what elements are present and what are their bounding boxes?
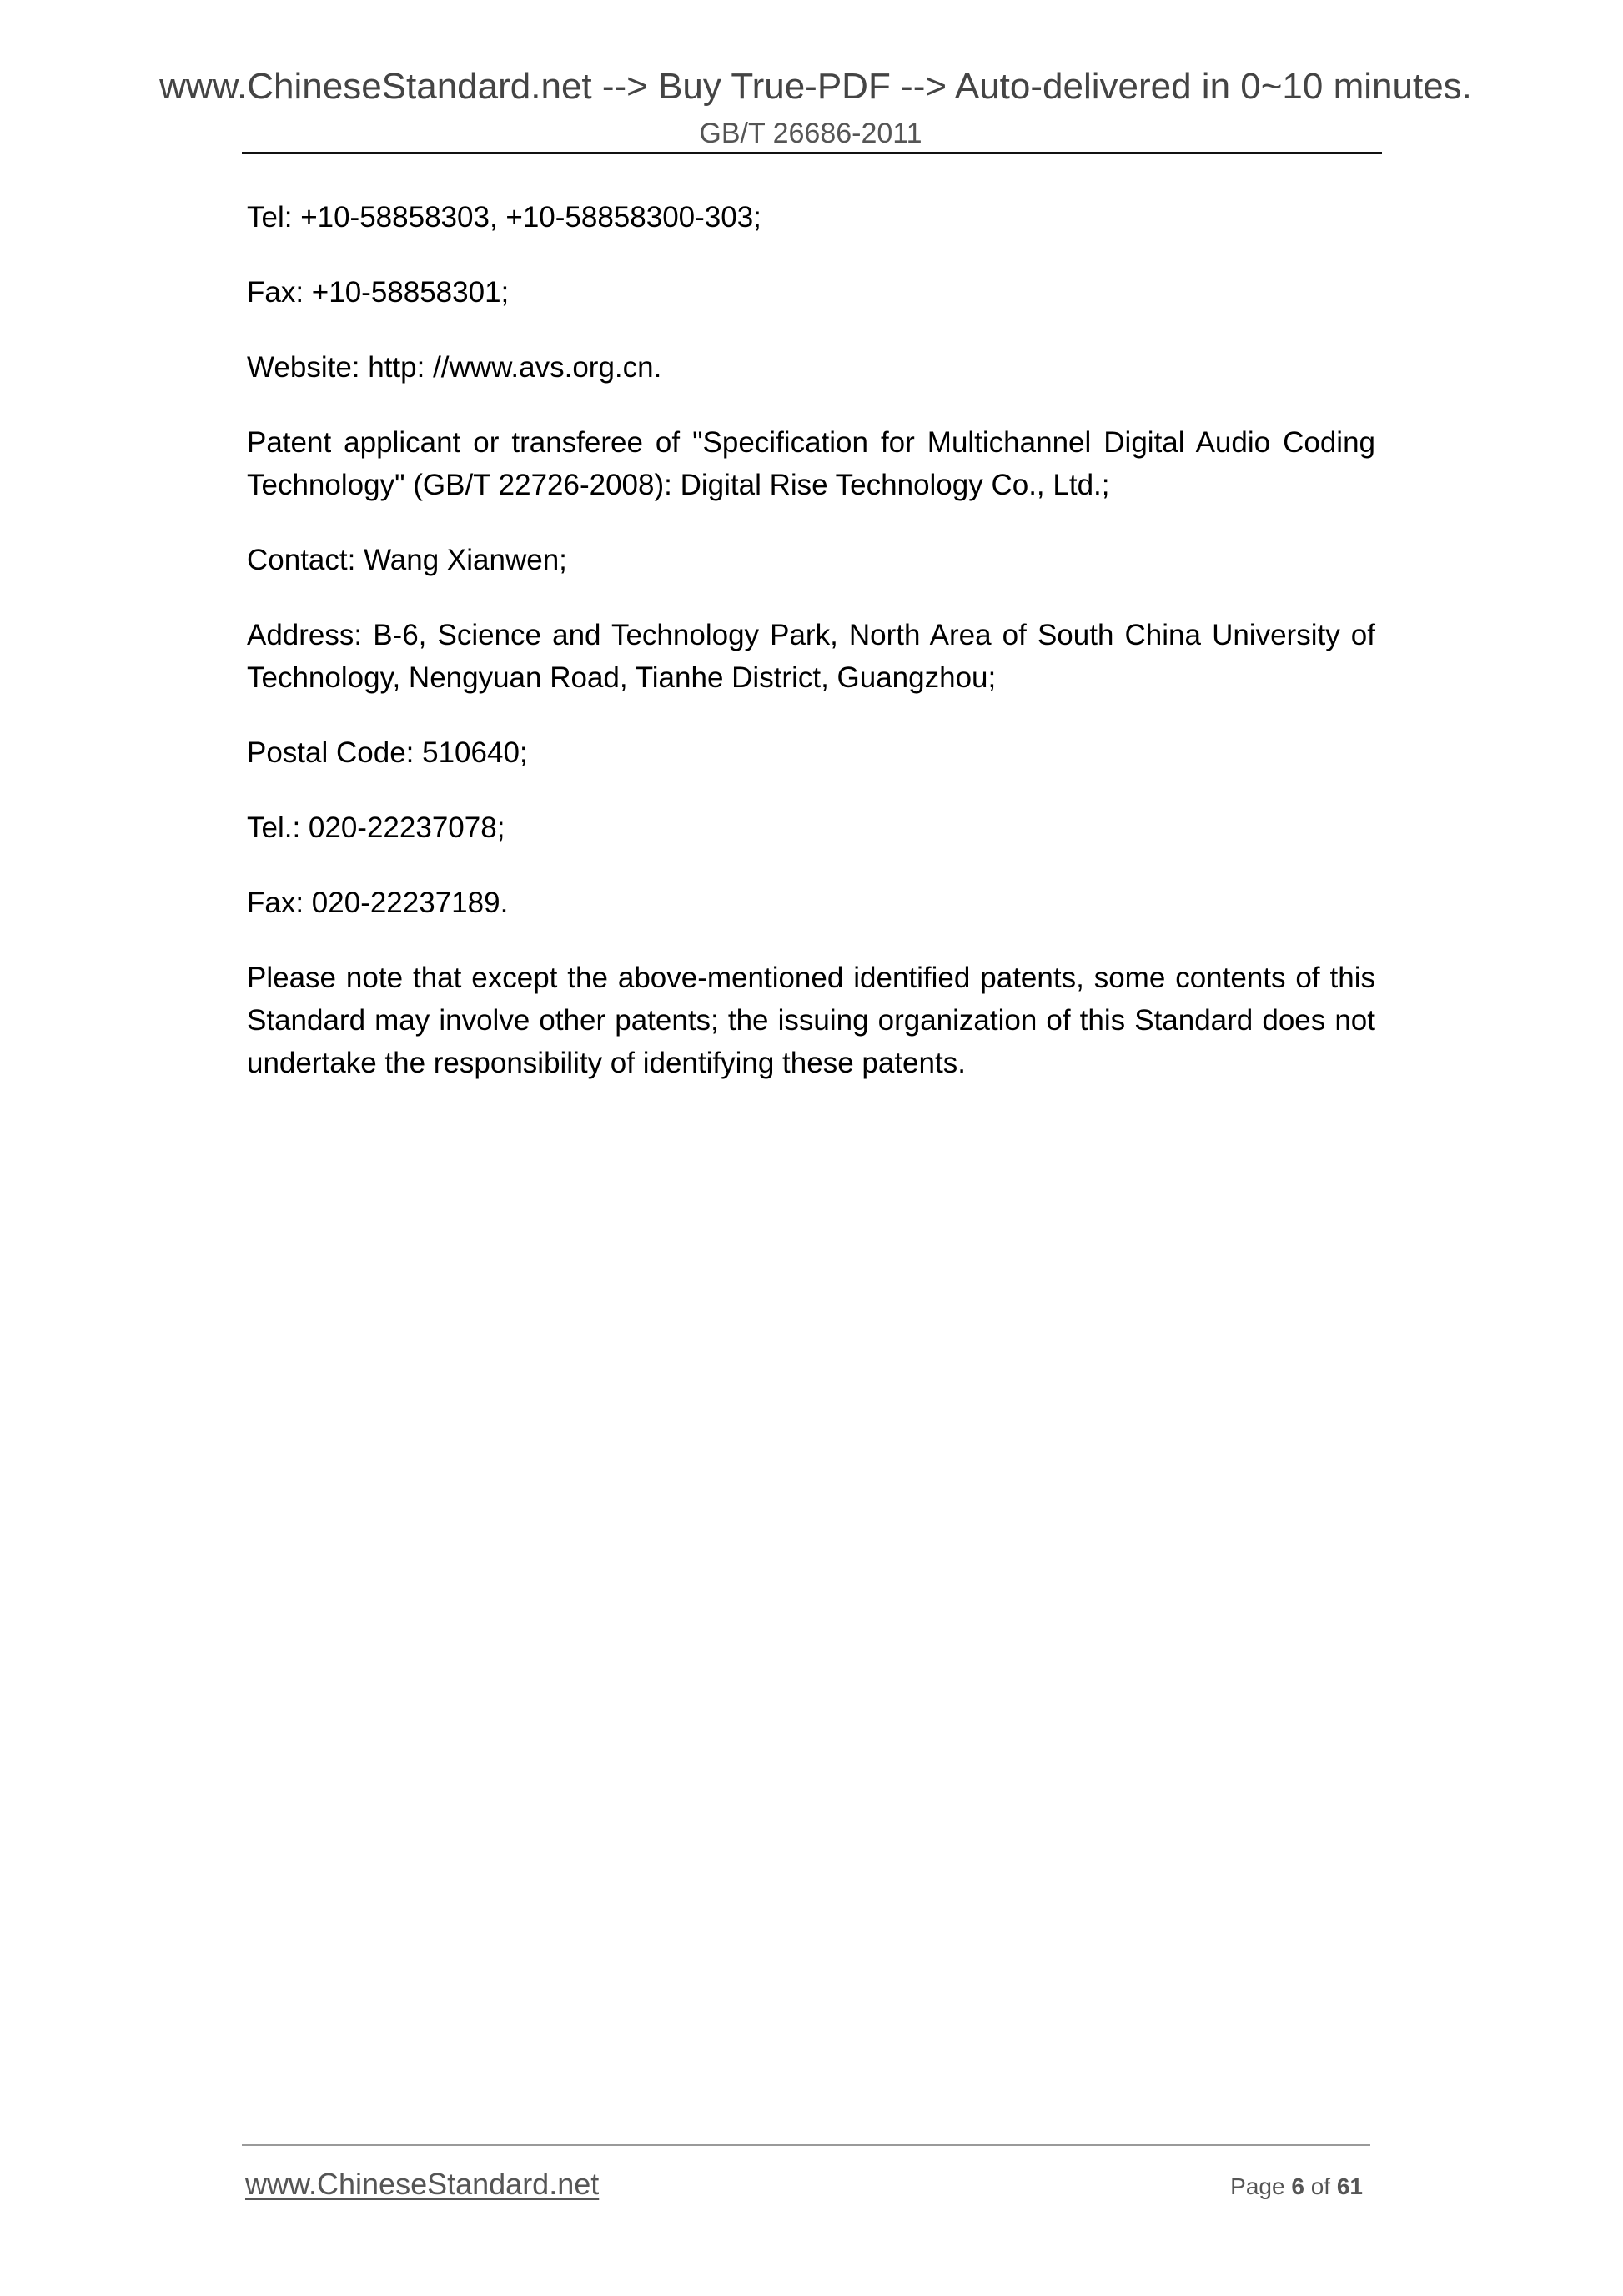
page-label: Page xyxy=(1230,2173,1285,2199)
document-body xyxy=(247,196,1375,1117)
paragraph-website: Website: http: //www.avs.org.cn. xyxy=(247,351,662,384)
paragraph-contact: Contact: Wang Xianwen; xyxy=(247,544,567,576)
standard-code: GB/T 26686-2011 xyxy=(699,118,922,149)
page-current: 6 xyxy=(1291,2173,1304,2199)
paragraph-patent-notice: Please note that except the above-mentioned identified patents, some contents of this Standard may involve other patents; the issuing organization of this Standard does not undertake the responsibility of identifying these patents. xyxy=(247,962,1375,1079)
page-indicator xyxy=(1230,2173,1363,2201)
paragraph-tel-2: Tel.: 020-22237078; xyxy=(247,811,505,844)
page-of-label: of xyxy=(1310,2173,1331,2199)
paragraph-postal-code: Postal Code: 510640; xyxy=(247,736,528,769)
paragraph-patent-applicant: Patent applicant or transferee of "Specification for Multichannel Digital Audio Coding Technology" (GB/T 22726-2008): Digital Rise Technology Co., Ltd.; xyxy=(247,426,1375,501)
page-total: 61 xyxy=(1336,2173,1363,2199)
paragraph-fax-2: Fax: 020-22237189. xyxy=(247,887,509,919)
header-divider xyxy=(242,152,1382,154)
paragraph-tel: Tel: +10-58858303, +10-58858300-303; xyxy=(247,201,761,234)
paragraph-fax: Fax: +10-58858301; xyxy=(247,276,510,309)
paragraph-address: Address: B-6, Science and Technology Park, North Area of South China University of Technology, Nengyuan Road, Tianhe District, Guangzhou; xyxy=(247,619,1375,694)
footer-website-link[interactable]: www.ChineseStandard.net xyxy=(245,2167,600,2201)
footer-divider xyxy=(242,2144,1370,2146)
header-banner: www.ChineseStandard.net --> Buy True-PDF --> Auto-delivered in 0~10 minutes. xyxy=(159,66,1472,107)
